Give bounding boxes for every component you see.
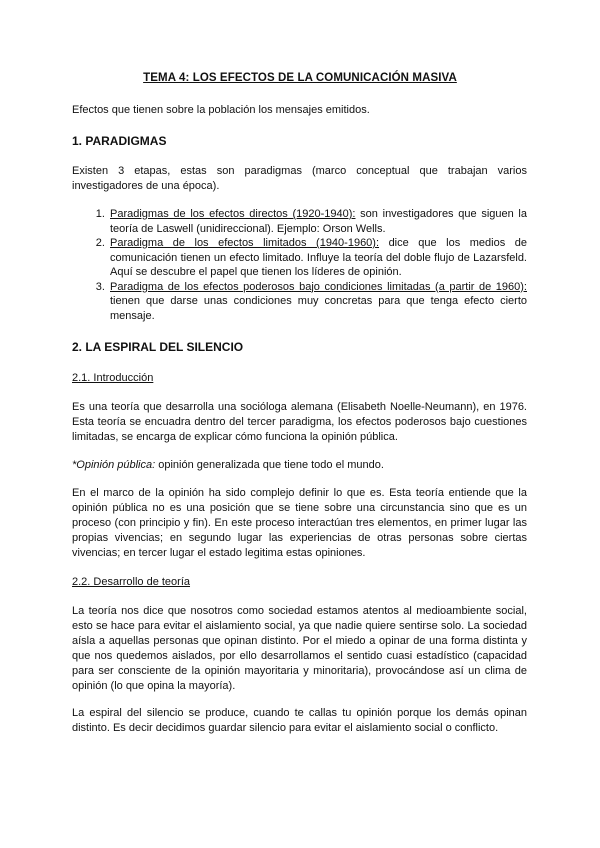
subsection-2-1-paragraph-2: En el marco de la opinión ha sido complejo definir lo que es. Esta teoría entiende que la opinión pública no es una posición que se tiene sobre una circunstancia sino que es un proceso (con principio y fin). En este proceso interactúan tres elementos, en primer lugar las propias vivencias; en segundo lugar las experiencias de otras personas sobre ciertas vivencias; en tercer lugar el estado legitima estas opiniones. [72,487,527,559]
paradigm-list [72,207,527,323]
subsection-2-2-paragraph-2: La espiral del silencio se produce, cuando te callas tu opinión porque los demás opinan distinto. Es decir decidimos guardar silencio para evitar el aislamiento social o conflicto. [72,707,527,734]
document-title: TEMA 4: LOS EFECTOS DE LA COMUNICACIÓN MASIVA [143,72,457,84]
intro-text: Efectos que tienen sobre la población los mensajes emitidos. [72,104,370,116]
subsection-2-1-heading: 2.1. Introducción [72,372,154,384]
opinion-note [72,458,527,473]
subsection-2-2-paragraph-1: La teoría nos dice que nosotros como sociedad estamos atentos al medioambiente social, esto se hace para evitar el aislamiento social, ya que nadie quiere sentirse solo. La sociedad aísla a aquellas personas que opinan distinto. Por el miedo a opinar de una forma distinta y que nos quedemos aislados, por ello desarrollamos el sentido cuasi estadístico (capacidad para ser consciente de la opinión mayoritaria y minoritaria), provocándose así un clima de opinión (lo que opina la mayoría). [72,605,527,692]
list-item [108,207,527,236]
paradigm-text: tienen que darse unas condiciones muy concretas para que tenga efecto cierto mensaje. [110,295,527,322]
list-item [108,280,527,324]
list-item [108,236,527,280]
paradigm-label: Paradigmas de los efectos directos (1920-1940): [110,208,356,220]
subsection-2-2-heading: 2.2. Desarrollo de teoría [72,576,191,588]
section-1-heading: 1. PARADIGMAS [72,134,167,148]
opinion-note-text: opinión generalizada que tiene todo el mundo. [155,459,384,471]
subsection-2-1-paragraph-1: Es una teoría que desarrolla una socióloga alemana (Elisabeth Noelle-Neumann), en 1976. Esta teoría se encuadra dentro del tercer paradigma, los efectos poderosos bajo cuestiones limitadas, se encarga de explicar cómo funciona la opinión pública. [72,401,527,443]
paradigm-label: Paradigma de los efectos limitados (1940-1960): [110,237,380,249]
section-2-heading: 2. LA ESPIRAL DEL SILENCIO [72,340,244,354]
section-1-paragraph: Existen 3 etapas, estas son paradigmas (marco conceptual que trabajan varios investigadores de una época). [72,165,527,192]
paradigm-text: dice que los medios de comunicación tienen un efecto limitado. Influye la teoría del doble flujo de Lazarsfeld. Aquí se descubre el papel que tienen los líderes de opinión. [110,237,527,278]
opinion-note-label: *Opinión pública: [72,459,156,471]
paradigm-text: son investigadores que siguen la teoría de Laswell (unidireccional). Ejemplo: Orson Wells. [110,208,527,235]
paradigm-label: Paradigma de los efectos poderosos bajo condiciones limitadas (a partir de 1960): [110,280,527,293]
